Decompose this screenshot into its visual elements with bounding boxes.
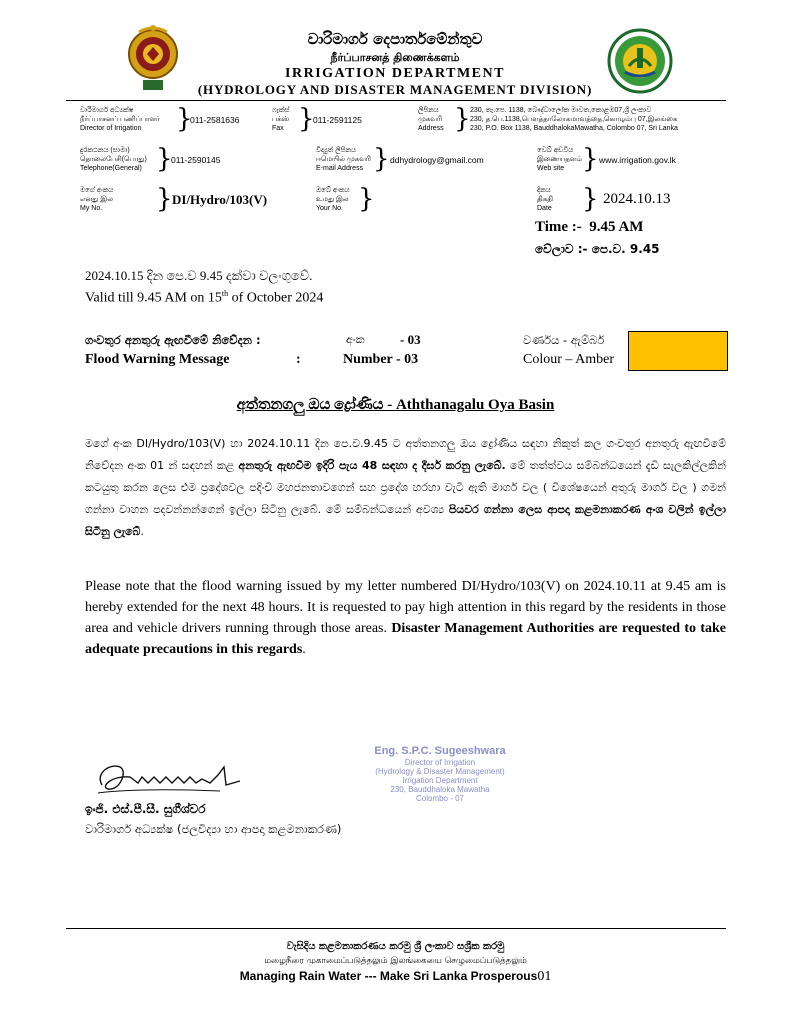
brace: }	[176, 104, 193, 134]
fax-label: ෆැක්ස් பக்ஸ் Fax	[272, 107, 290, 132]
my-no-label: මගේ අංකය எனது இல My No.	[80, 187, 114, 212]
footer-tamil: மழைநீரை முகாமைப்படுத்தலும் இலங்கையை செழுமைப்படுத்தலும்	[264, 956, 527, 966]
footer-english: Managing Rain Water --- Make Sri Lanka Prosperous01	[239, 969, 552, 984]
validity-english: Valid till 9.45 AM on 15th of October 2024	[85, 289, 324, 306]
footer-divider	[66, 928, 726, 929]
issue-date: 2024.10.13	[603, 191, 671, 207]
amber-colour-swatch	[628, 331, 728, 371]
header-divider	[66, 100, 726, 101]
dept-name-tamil: நீர்ப்பாசனத் திணைக்களம்	[330, 51, 460, 64]
footer-sinhala: වැසිදිය කළමනාකරණය කරමු ශ්‍රී ලංකාව සශ්‍රීක කරමු	[286, 941, 505, 952]
telephone-label: දුරකථනය (සාමා) தொலைபேசி(பொது) Telephone(General)	[80, 147, 147, 172]
signatory-title: වාරිමාර්ග අධ්‍යක්ෂ (ජලවිද්‍යා හා ආපදා කළමනාකරණ)	[85, 822, 342, 836]
validity-sinhala: 2024.10.15 දින පෙ.ව 9.45 දක්වා වලංගුවේ.	[85, 268, 313, 283]
your-no-label: ඔබේ අංකය உமது இல Your No.	[316, 187, 350, 212]
signatory-name: ඉංජි. එස්.පී.සී. සුගීශ්වර	[85, 802, 206, 816]
fax-number: 011-2591125	[313, 115, 362, 125]
brace: }	[454, 104, 471, 134]
body-sinhala: මගේ අංක DI/Hydro/103(V) හා 2024.10.11 දින පෙ.ව.9.45 ට අත්තනගලු ඔය ද්‍රෝණිය සඳහා නිකුත් කල ගංවතුර අනතුරු ඇඟවීමේ නිවේදන අංක 01 න් සඳහන් කළ අනතුරු ඇඟවීම ඉදිරි පැය 48 සඳහා ද දීර්ඝ කරනු ලැබේ. මේ තත්ත්වය සම්බන්ධයෙන් දැඩි සැලකිල්ලකින් කටයුතු කරන ලෙස එම ප්‍රදේශවල පදිංචි මහජනතාවගෙන් සහ ප්‍රදේශ හරහා වැටී ඇති මාර්ග වල ( විශේෂයෙන් අතුරු මාර්ග වල ) ගමන් ගන්නා වාහන පදවන්නන්ගෙන් ඉල්ලා සිටිනු ලැබේ. මේ සම්බන්ධයෙන් අවශ්‍ය පියවර ගන්නා ලෙස ආපදා කළමනාකරණ අංශ වලින් ඉල්ලා සිටිනු ලැබේ.	[85, 437, 726, 538]
date-label: දිනය திகதி Date	[537, 187, 553, 212]
telephone-number: 011-2590145	[171, 155, 221, 165]
brace: }	[358, 184, 375, 214]
time-english: Time :- 9.45 AM	[535, 219, 644, 235]
brace: }	[582, 144, 599, 174]
brace: }	[582, 184, 599, 214]
colour-english: Colour – Amber	[523, 352, 614, 367]
number-sinhala-value: - 03	[400, 332, 421, 347]
brace: }	[156, 144, 173, 174]
number-english: Number - 03	[343, 352, 419, 367]
dept-name-sinhala: වාරිමාර්ග දෙපාර්තමේන්තුව	[307, 30, 483, 48]
my-reference-number: DI/Hydro/103(V)	[172, 192, 268, 207]
sri-lanka-emblem	[127, 24, 179, 94]
brace: }	[156, 184, 173, 214]
dept-name-english: IRRIGATION DEPARTMENT	[285, 66, 505, 81]
body-english: Please note that the flood warning issued by my letter numbered DI/Hydro/103(V) on 2024.10.11 at 9.45 am is hereby extended for the next 48 hours. It is requested to pay high attention in this regard by the residents in those area and vehicle drivers running through those areas. Disaster Management Authorities are requested to take adequate precautions in this regards.	[85, 579, 726, 657]
address-label: ලිපිනය முகவரி Address	[418, 107, 444, 132]
message-label-sinhala: ගංවතුර අනතුරු ඇඟවීමේ නිවේදන :	[85, 333, 261, 347]
brace: }	[373, 144, 390, 174]
number-sinhala-label: අංක	[346, 333, 365, 346]
brace: }	[298, 104, 315, 134]
director-phone: 011-2581636	[190, 115, 240, 125]
handwritten-signature	[90, 755, 250, 800]
basin-title: අත්තනගලු ඔය ද්‍රෝණිය - Aththanagalu Oya Basin	[236, 397, 555, 413]
time-sinhala: වේලාව :- පෙ.ව. 9.45	[535, 242, 660, 256]
website-url: www.irrigation.gov.lk	[599, 155, 676, 165]
division-name: (HYDROLOGY AND DISASTER MANAGEMENT DIVISION)	[197, 82, 593, 97]
website-label: වෙබ් අඩවිය இணையதளம் Web site	[537, 147, 582, 172]
irrigation-department-logo	[607, 26, 673, 96]
message-label-english: Flood Warning Message	[85, 352, 230, 367]
email-address: ddhydrology@gmail.com	[390, 155, 484, 165]
colour-sinhala: වර්ණය - ඇම්බර්	[523, 333, 605, 347]
director-label: වාරිමාර්ග අධ්‍යක්ෂ நீர்ப்பாசனப் பணிப்பாளர் Director of Irrigation	[80, 107, 160, 132]
message-colon: :	[296, 352, 301, 367]
email-label: විද්‍යුත් ලිපිනය ஈமெயில் முகவரி E-mail Address	[316, 147, 371, 172]
address-value: 230, තැ.පෙ. 1138, බෞද්ධාලෝක මාවත,කොළඹ07,ශ්‍රී ලංකාව 230, த.பெ.1138,பௌத்தாலோகமாவத்தை,கொழும்பு 07,இலங்கை 230, P.O. Box 1138, BauddhalokaMawatha, Colombo 07, Sri Lanka	[470, 107, 678, 132]
page-number: 01	[537, 969, 552, 984]
official-stamp: Eng. S.P.C. Sugeeshwara Director of Irrigation (Hydrology & Disaster Management) Irrigation Department 230, Bauddhaloka Mawatha Colombo - 07	[374, 745, 506, 803]
